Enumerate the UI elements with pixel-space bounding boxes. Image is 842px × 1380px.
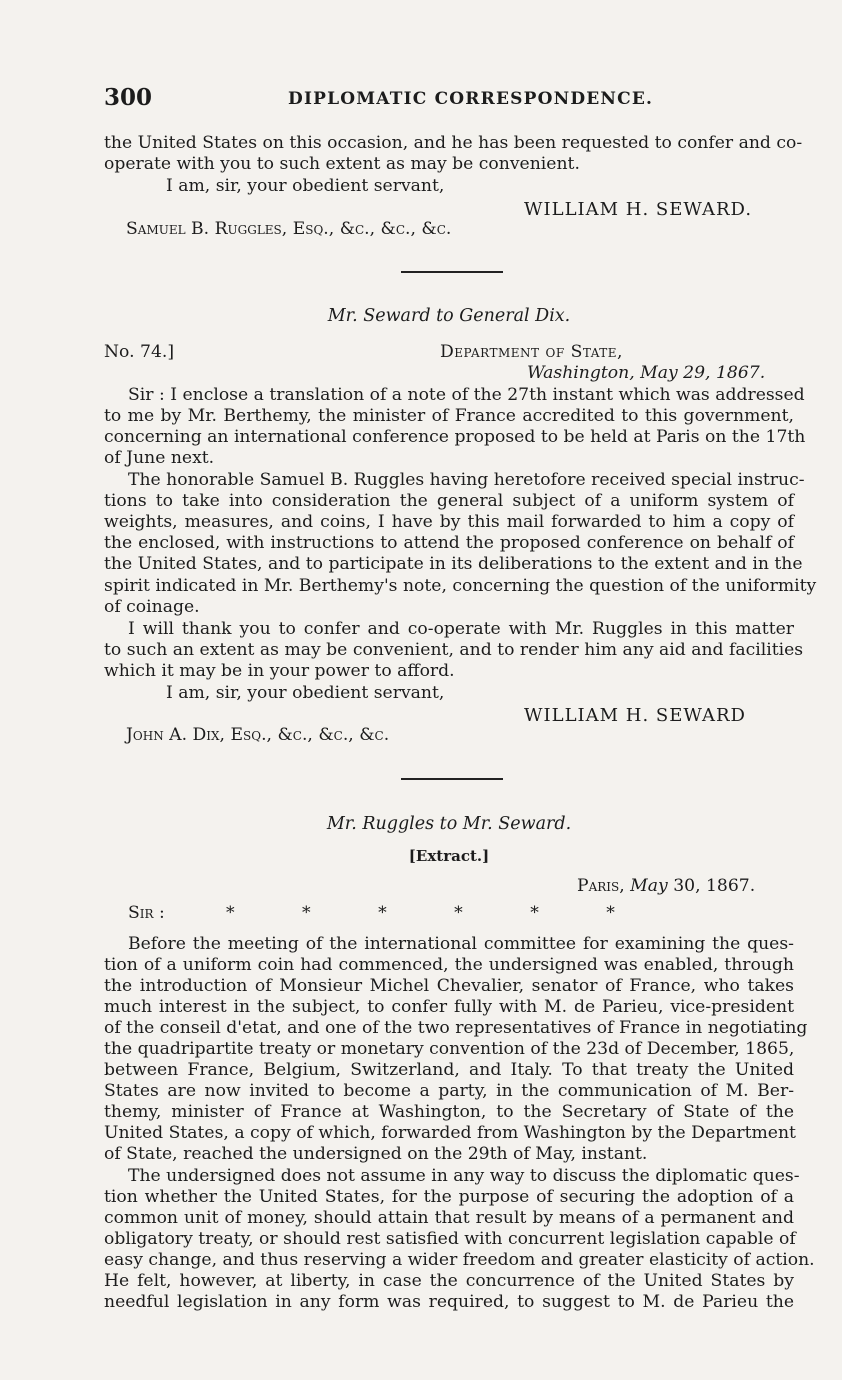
text-line: operate with you to such extent as may be convenient. <box>104 154 580 174</box>
letter-heading: Mr. Seward to General Dix. <box>327 306 571 326</box>
text-line: The honorable Samuel B. Ruggles having heretofore received special instruc- <box>128 470 805 490</box>
text-line: I will thank you to confer and co-operate with Mr. Ruggles in this matter <box>128 619 794 639</box>
text-line: the quadripartite treaty or monetary convention of the 23d of December, 1865, <box>104 1039 795 1059</box>
letter-date-rest: 30, 1867. <box>673 876 756 896</box>
text-line: common unit of money, should attain that result by means of a permanent and <box>104 1208 794 1228</box>
addressee: Samuel B. Ruggles, Esq., &c., &c., &c. <box>126 219 452 239</box>
text-line: the United States on this occasion, and he has been requested to confer and co- <box>104 133 803 153</box>
text-line: tion of a uniform coin had commenced, the undersigned was enabled, through <box>104 955 794 975</box>
letter-place: Washington, <box>527 363 635 383</box>
text-line: concerning an international conference proposed to be held at Paris on the 17th <box>104 427 806 447</box>
text-line: obligatory treaty, or should rest satisfied with concurrent legislation capable of <box>104 1229 796 1249</box>
letter-place: Paris, <box>577 876 625 896</box>
text-line: easy change, and thus reserving a wider freedom and greater elasticity of action. <box>104 1250 815 1270</box>
text-line: of coinage. <box>104 597 200 617</box>
closing-line: I am, sir, your obedient servant, <box>166 176 445 196</box>
text-line: Sir : I enclose a translation of a note of the 27th instant which was addressed <box>128 385 805 405</box>
letter-date-month: May <box>630 876 668 896</box>
text-line: which it may be in your power to afford. <box>104 661 455 681</box>
page-number: 300 <box>104 84 153 111</box>
letter-date <box>577 876 755 897</box>
ellipsis-stars: * * * * * * <box>226 903 615 923</box>
text-line: themy, minister of France at Washington, to the Secretary of State of the <box>104 1102 794 1122</box>
text-line: to such an extent as may be convenient, and to render him any aid and facilities <box>104 640 804 660</box>
letter-heading: Mr. Ruggles to Mr. Seward. <box>326 814 572 834</box>
text-line: the United States, and to participate in its deliberations to the extent and in the <box>104 554 803 574</box>
text-line: United States, a copy of which, forwarded from Washington by the Department <box>104 1123 796 1143</box>
text-line: spirit indicated in Mr. Berthemy's note, concerning the question of the uniformity <box>104 576 817 596</box>
letter-date <box>527 363 765 384</box>
text-line: between France, Belgium, Switzerland, and Italy. To that treaty the United <box>104 1060 794 1080</box>
dispatch-number: No. 74.] <box>104 342 175 362</box>
text-line: of the conseil d'etat, and one of the two representatives of France in negotiating <box>104 1018 808 1038</box>
text-line: The undersigned does not assume in any way to discuss the diplomatic ques- <box>128 1166 800 1186</box>
section-divider <box>401 271 503 273</box>
text-line: much interest in the subject, to confer fully with M. de Parieu, vice-president <box>104 997 794 1017</box>
department-name: Department of State, <box>440 342 624 362</box>
text-line: needful legislation in any form was required, to suggest to M. de Parieu the <box>104 1292 794 1312</box>
signature: WILLIAM H. SEWARD <box>524 705 746 726</box>
extract-label: [Extract.] <box>408 847 490 865</box>
text-line: weights, measures, and coins, I have by this mail forwarded to him a copy of <box>104 512 794 532</box>
running-title: DIPLOMATIC CORRESPONDENCE. <box>288 89 654 109</box>
text-line: tion whether the United States, for the purpose of securing the adoption of a <box>104 1187 794 1207</box>
text-line: of State, reached the undersigned on the 29th of May, instant. <box>104 1144 648 1164</box>
text-line: Before the meeting of the international committee for examining the ques- <box>128 934 794 954</box>
letter-date-text: May 29, 1867. <box>640 363 766 383</box>
salutation: Sir : <box>128 903 165 923</box>
section-divider <box>401 778 503 780</box>
text-line: He felt, however, at liberty, in case the concurrence of the United States by <box>104 1271 794 1291</box>
text-line: States are now invited to become a party, in the communication of M. Ber- <box>104 1081 794 1101</box>
closing-line: I am, sir, your obedient servant, <box>166 683 445 703</box>
addressee: John A. Dix, Esq., &c., &c., &c. <box>126 725 390 745</box>
text-line: tions to take into consideration the general subject of a uniform system of <box>104 491 794 511</box>
text-line: the introduction of Monsieur Michel Chevalier, senator of France, who takes <box>104 976 794 996</box>
signature: WILLIAM H. SEWARD. <box>524 199 753 220</box>
text-line: the enclosed, with instructions to attend the proposed conference on behalf of <box>104 533 794 553</box>
running-header <box>104 84 794 118</box>
text-line: of June next. <box>104 448 215 468</box>
text-line: to me by Mr. Berthemy, the minister of France accredited to this government, <box>104 406 794 426</box>
